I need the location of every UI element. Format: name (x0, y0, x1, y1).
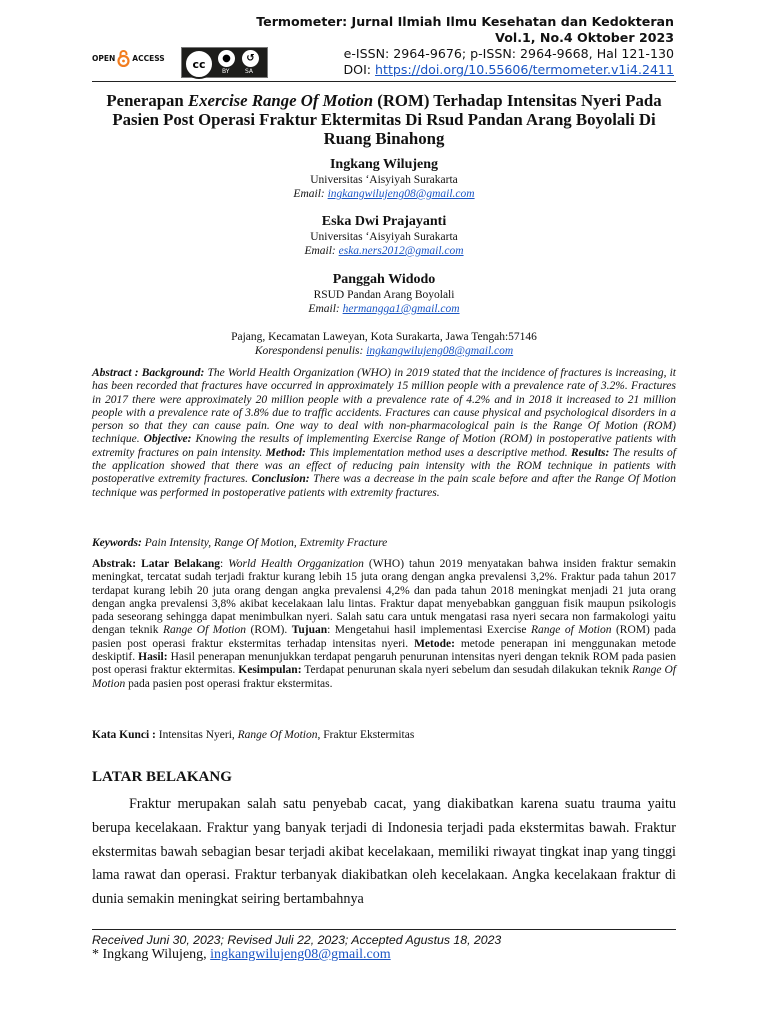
body-paragraph: Fraktur merupakan salah satu penyebab cacat, yang diakibatkan karena suatu trauma yaitu berupa kecelakaan. Fraktur yang banyak terjadi di Indonesia terjadi pada ekstermitas bawah. Fraktur ekstermitas bawah sebagian besar terjadi akibat kecelakaan, memiliki riwayat tingkat inap yang tinggi lama rawat dan operasi. Fraktur terbanyak diakibatkan oleh kecelakaan. Angka kecelakaan fraktur di dunia semakin meningkat seiring bertambahnya (92, 796, 676, 908)
author-email-link[interactable]: ingkangwilujeng08@gmail.com (327, 188, 475, 200)
journal-doi: DOI: https://doi.org/10.55606/termometer.v1i4.2411 (343, 62, 674, 77)
author-email: Email: ingkangwilujeng08@gmail.com (293, 188, 475, 200)
author-block (92, 213, 676, 258)
by-label: BY (222, 68, 230, 75)
author-affiliation: Universitas ‘Aisyiyah Surakarta (310, 231, 458, 243)
journal-header (256, 14, 674, 78)
cc-icon: cc (184, 49, 214, 79)
keywords-indonesian: Kata Kunci : Intensitas Nyeri, Range Of Motion, Fraktur Ekstermitas (92, 729, 415, 741)
address: Pajang, Kecamatan Laweyan, Kota Surakarta, Jawa Tengah:57146 (231, 331, 537, 343)
author-name: Eska Dwi Prajayanti (321, 214, 447, 229)
correspondence-email-link[interactable]: ingkangwilujeng08@gmail.com (366, 345, 514, 357)
address-block (92, 330, 676, 358)
author-block (92, 271, 676, 316)
doi-link[interactable]: https://doi.org/10.55606/termometer.v1i4.2411 (375, 62, 674, 77)
author-affiliation: Universitas ‘Aisyiyah Surakarta (310, 174, 458, 186)
cc-by-sa-badge[interactable] (181, 47, 268, 78)
author-block (92, 156, 676, 201)
author-affiliation: RSUD Pandan Arang Boyolali (313, 289, 455, 301)
abstract-english: Abstract : Background: The World Health Organization (WHO) in 2019 stated that the incidence of fractures is increasing, it has been recorded that fractures have occurred in approximately 15 million people with a prevalence rate of 3.2%. Fractures in 2017 there were approximately 20 million people with a prevalence rate of 4.2% and in 2018 it increased to 21 million people with a prevalence rate of 3.8% due to traffic accidents. Fractures can cause physical and psychological disorders in a person so that they can cause pain. One way to deal with non-pharmacological pain is the Range Of Motion (ROM) technique. Objective: Knowing the results of implementing Exercise Range of Motion (ROM) in postoperative patients with extremity fractures on pain intensity. Method: This implementation method uses a descriptive method. Results: The results of the application showed that there was an effect of reducing pain intensity with the ROM technique in patients with postoperative extremity fractures. Conclusion: There was a decrease in the pain scale before and after the Range Of Motion technique was performed in postoperative patients with extremity fractures. (92, 367, 677, 499)
footer-divider (92, 929, 676, 930)
person-icon: ● (218, 50, 235, 67)
journal-issn: e-ISSN: 2964-9676; p-ISSN: 2964-9668, Hal 121-130 (343, 46, 674, 61)
correspondence: Korespondensi penulis: ingkangwilujeng08@gmail.com (254, 345, 514, 357)
oa-access-text: ACCESS (132, 53, 165, 63)
keywords-english: Keywords: Pain Intensity, Range Of Motion, Extremity Fracture (92, 537, 388, 549)
corresponding-email-link[interactable]: ingkangwilujeng08@gmail.com (210, 947, 391, 962)
author-email: Email: hermangga1@gmail.com (308, 303, 460, 315)
received-dates: Received Juni 30, 2023; Revised Juli 22, 2023; Accepted Agustus 18, 2023 (92, 933, 502, 947)
author-email-link[interactable]: eska.ners2012@gmail.com (338, 245, 464, 257)
journal-title: Termometer: Jurnal Ilmiah Ilmu Kesehatan dan Kedokteran (256, 14, 674, 29)
open-lock-icon (117, 49, 130, 67)
author-name: Ingkang Wilujeng (329, 157, 439, 172)
open-access-logo (92, 49, 165, 67)
author-email: Email: eska.ners2012@gmail.com (304, 245, 464, 257)
journal-volume: Vol.1, No.4 Oktober 2023 (495, 30, 674, 45)
share-alike-icon: ↺ (242, 50, 259, 67)
header-divider (92, 81, 676, 82)
oa-open-text: OPEN (92, 53, 116, 63)
author-name: Panggah Widodo (332, 272, 436, 287)
sa-label: SA (245, 68, 254, 75)
section-heading: LATAR BELAKANG (92, 769, 232, 785)
paper-title: Penerapan Exercise Range Of Motion (ROM) Terhadap Intensitas Nyeri Pada Pasien Post Operasi Fraktur Ektermitas Di Rsud Pandan Arang Boyolali Di Ruang Binahong (106, 91, 662, 148)
corresponding-author: * Ingkang Wilujeng, ingkangwilujeng08@gmail.com (92, 947, 391, 962)
abstract-indonesian: Abstrak: Latar Belakang: World Health Orgganization (WHO) tahun 2019 menyatakan bahwa insiden fraktur semakin meningkat, tercatat sudah terjadi fraktur kurang lebih 15 juta orang dengan angka prevalensi 3,2%. Fraktur pada tahun 2017 terdapat kurang lebih 20 juta orang dengan angka prevalensi 4,2% dan pada tahun 2018 meningkat menjadi 21 juta orang dengan angka prevalensi 3,8% akibat kecelakaan lalu lintas. Fraktur dapat menyebabkan gangguan fisik maupun psikologis pada seseorang sehingga dapat menimbulkan nyeri. Salah satu cara untuk mengatasi rasa nyeri secara non farmakologi yaitu dengan teknik Range Of Motion (ROM). Tujuan: Mengetahui hasil implementasi Exercise Range of Motion (ROM) pada pasien post operasi fraktur ekstermitas terhadap intensitas nyeri. Metode: metode penerapan ini menggunakan metode deskiptif. Hasil: Hasil penerapan menunjukkan terdapat pengaruh penurunan intensitas nyeri dengan teknik ROM pada pasien post operasi fraktur ektermitas. Kesimpulan: Terdapat penurunan skala nyeri sebelum dan sesudah dilakukan teknik Range Of Motion pada pasien post operasi fraktur ekstermitas. (92, 558, 677, 690)
author-email-link[interactable]: hermangga1@gmail.com (342, 303, 460, 315)
